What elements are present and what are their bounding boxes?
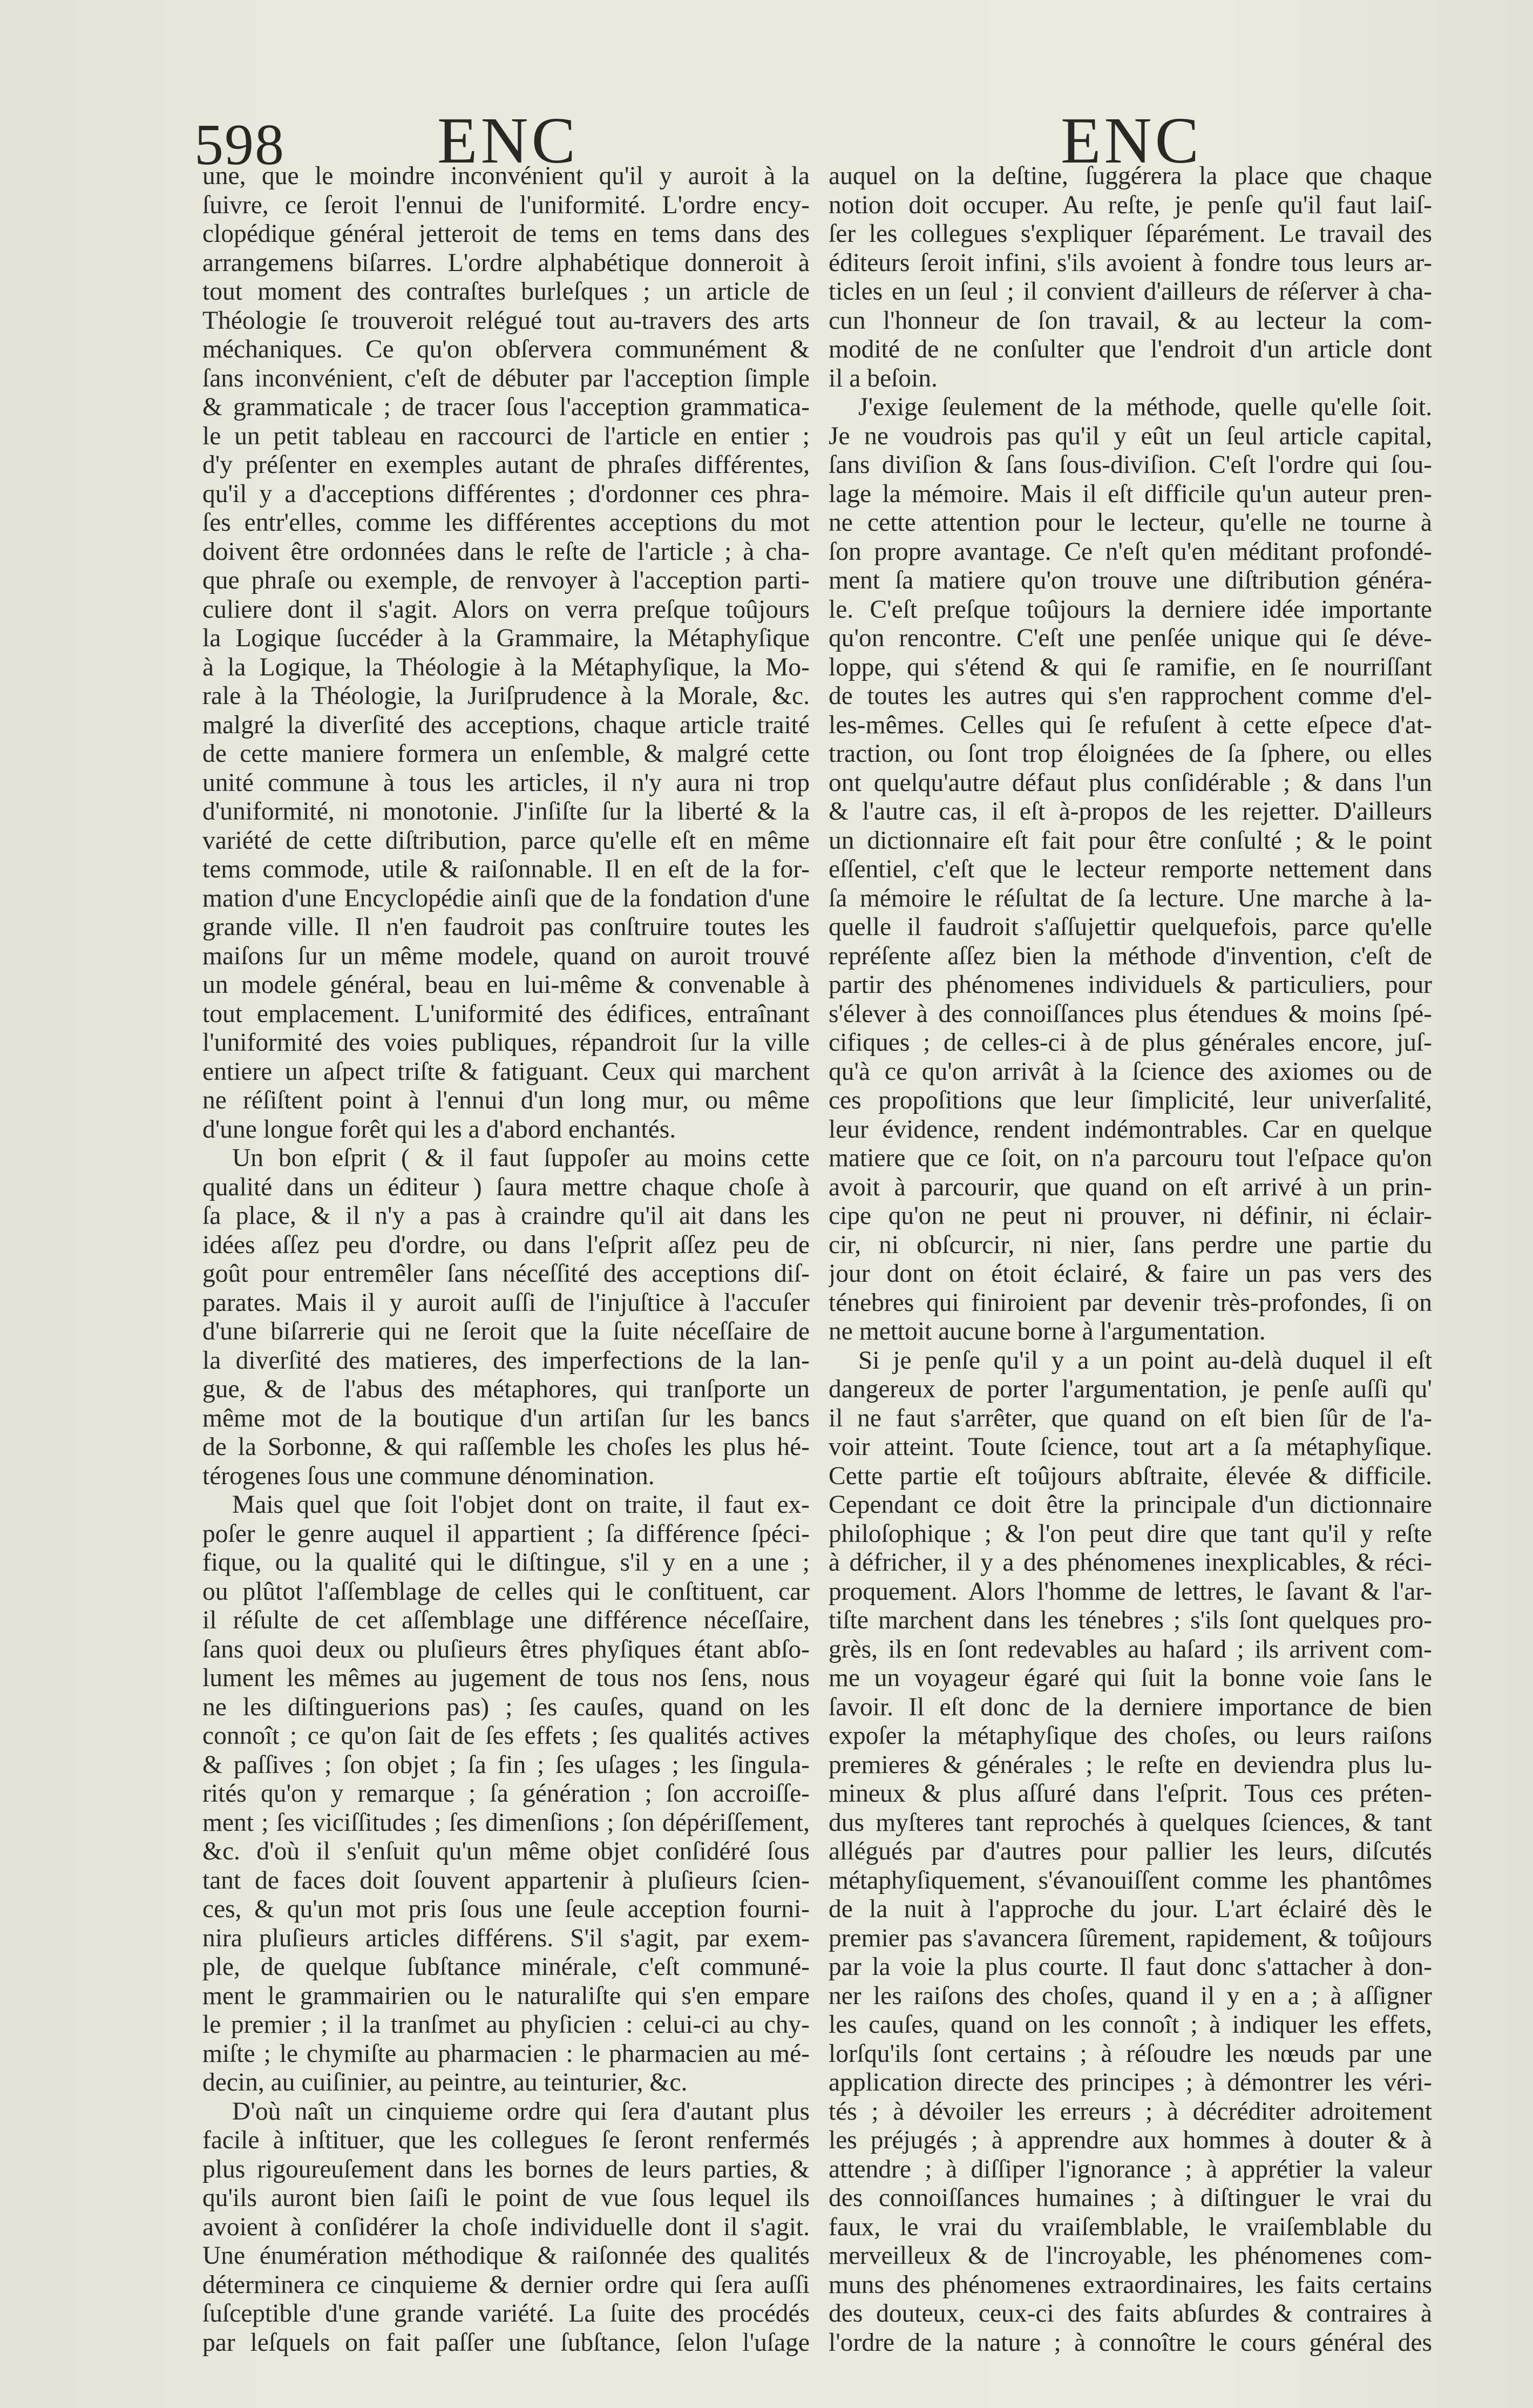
text-line: expoſer la métaphyſique des choſes, ou leurs raiſons xyxy=(829,1722,1432,1750)
text-line: entiere un aſpect triſte & fatiguant. Ceux qui marchent xyxy=(202,1057,810,1086)
running-head-right: ENC xyxy=(1061,104,1202,177)
text-line: & paſſives ; ſon objet ; ſa fin ; ſes uſages ; les ſingula- xyxy=(202,1750,810,1779)
text-line: premieres & générales ; le reſte en deviendra plus lu- xyxy=(829,1750,1432,1779)
text-line: qu'à ce qu'on arrivât à la ſcience des axiomes ou de xyxy=(829,1057,1432,1086)
text-line: jour dont on étoit éclairé, & faire un pas vers des xyxy=(829,1260,1432,1288)
text-line: méchaniques. Ce qu'on obſervera communément & xyxy=(202,335,810,363)
text-line: miſte ; le chymiſte au pharmacien : le pharmacien au mé- xyxy=(202,2039,810,2068)
text-line: me un voyageur égaré qui ſuit la bonne voie ſans le xyxy=(829,1664,1432,1692)
text-line: ment ſa matiere qu'on trouve une diſtribution généra- xyxy=(829,566,1432,594)
text-line: térogenes ſous une commune dénomination. xyxy=(202,1462,655,1490)
text-line: une, que le moindre inconvénient qu'il y auroit à la xyxy=(202,162,810,190)
text-line: tout moment des contraſtes burleſques ; un article de xyxy=(202,278,810,306)
text-line: modité de ne conſulter que l'endroit d'un article dont xyxy=(829,335,1432,363)
text-line: la Logique ſuccéder à la Grammaire, la Métaphyſique xyxy=(202,624,810,652)
text-line: le un petit tableau en raccourci de l'article en entier ; xyxy=(202,422,810,450)
text-line: de toutes les autres qui s'en rapprochent comme d'el- xyxy=(829,682,1432,710)
right-text-column xyxy=(829,162,1432,2357)
text-line: ces propoſitions que leur ſimplicité, leur univerſalité, xyxy=(829,1086,1432,1114)
text-line: & l'autre cas, il eſt à-propos de les rejetter. D'ailleurs xyxy=(829,797,1432,826)
text-line: métaphyſiquement, s'évanouiſſent comme les phantômes xyxy=(829,1866,1432,1895)
text-line: les préjugés ; à apprendre aux hommes à douter & à xyxy=(829,2126,1432,2154)
text-line: ténebres qui finiroient par devenir très-profondes, ſi on xyxy=(829,1288,1432,1317)
text-line: eſſentiel, c'eſt que le lecteur remporte nettement dans xyxy=(829,855,1432,883)
text-line: auquel on la deſtine, ſuggérera la place que chaque xyxy=(829,162,1432,190)
text-line: par leſquels on fait paſſer une ſubſtance, ſelon l'uſage xyxy=(202,2328,810,2357)
text-line: tant de faces doit ſouvent appartenir à pluſieurs ſcien- xyxy=(202,1866,810,1895)
text-line: ſavoir. Il eſt donc de la derniere importance de bien xyxy=(829,1693,1432,1721)
text-line: malgré la diverſité des acceptions, chaque article traité xyxy=(202,711,810,739)
text-line: quelle il faudroit s'aſſujettir quelquefois, parce qu'elle xyxy=(829,913,1432,941)
text-line: ſans inconvénient, c'eſt de débuter par l'acception ſimple xyxy=(202,364,810,393)
text-line: Je ne voudrois pas qu'il y eût un ſeul article capital, xyxy=(829,422,1432,450)
text-line: leur évidence, rendent indémontrables. Car en quelque xyxy=(829,1115,1432,1144)
text-line: J'exige ſeulement de la méthode, quelle qu'elle ſoit. xyxy=(858,393,1432,421)
text-line: gue, & de l'abus des métaphores, qui tranſporte un xyxy=(202,1375,810,1403)
text-line: ticles en un ſeul ; il convient d'ailleurs de réſerver à cha- xyxy=(829,278,1432,306)
text-line: ne cette attention pour le lecteur, qu'elle ne tourne à xyxy=(829,509,1432,537)
text-line: mation d'une Encyclopédie ainſi que de la fondation d'une xyxy=(202,884,810,912)
text-line: voir atteint. Toute ſcience, tout art a ſa métaphyſique. xyxy=(829,1433,1432,1461)
text-line: ont quelqu'autre défaut plus conſidérable ; & dans l'un xyxy=(829,768,1432,797)
text-line: premier pas s'avancera ſûrement, rapidement, & toûjours xyxy=(829,1924,1432,1952)
text-line: poſer le genre auquel il appartient ; ſa différence ſpéci- xyxy=(202,1519,810,1548)
text-line: ner les raiſons des choſes, quand il y en a ; à aſſigner xyxy=(829,1981,1432,2010)
page-number: 598 xyxy=(194,113,285,177)
text-line: des douteux, ceux-ci des faits abſurdes & contraires à xyxy=(829,2299,1432,2328)
text-line: de cette maniere formera un enſemble, & malgré cette xyxy=(202,740,810,768)
text-line: même mot de la boutique d'un artiſan ſur les bancs xyxy=(202,1404,810,1432)
text-line: ne mettoit aucune borne à l'argumentation. xyxy=(829,1317,1266,1345)
text-line: application directe des principes ; à démontrer les véri- xyxy=(829,2068,1432,2096)
text-line: Cependant ce doit être la principale d'un dictionnaire xyxy=(829,1491,1432,1519)
text-line: il ne faut s'arrêter, que quand on eſt bien ſûr de l'a- xyxy=(829,1404,1432,1432)
text-line: qu'on rencontre. C'eſt une penſée unique qui ſe déve- xyxy=(829,624,1432,652)
text-line: tiſte marchent dans les ténebres ; s'ils ſont quelques pro- xyxy=(829,1606,1432,1634)
text-line: d'une longue forêt qui les a d'abord enchantés. xyxy=(202,1115,676,1144)
text-line: culiere dont il s'agit. Alors on verra preſque toûjours xyxy=(202,595,810,624)
text-line: proquement. Alors l'homme de lettres, le ſavant & l'ar- xyxy=(829,1577,1432,1606)
text-line: un modele général, beau en lui-même & convenable à xyxy=(202,971,810,999)
text-line: philoſophique ; & l'on peut dire que tant qu'il y reſte xyxy=(829,1519,1432,1548)
text-line: le. C'eſt preſque toûjours la derniere idée importante xyxy=(829,595,1432,624)
text-line: ſa place, & il n'y a pas à craindre qu'il ait dans les xyxy=(202,1202,810,1230)
text-line: qualité dans un éditeur ) ſaura mettre chaque choſe à xyxy=(202,1173,810,1201)
text-line: ſon propre avantage. Ce n'eſt qu'en méditant profondé- xyxy=(829,537,1432,566)
text-line: partir des phénomenes individuels & particuliers, pour xyxy=(829,971,1432,999)
text-line: repréſente aſſez bien la méthode d'invention, c'eſt de xyxy=(829,942,1432,970)
text-line: ple, de quelque ſubſtance minérale, c'eſt communé- xyxy=(202,1953,810,1981)
text-line: Un bon eſprit ( & il faut ſuppoſer au moins cette xyxy=(232,1144,810,1172)
text-line: mineux & plus aſſuré dans l'eſprit. Tous ces préten- xyxy=(829,1780,1432,1808)
text-line: maiſons ſur un même modele, quand on auroit trouvé xyxy=(202,942,810,970)
text-line: tés ; à dévoiler les erreurs ; à décréditer adroitement xyxy=(829,2097,1432,2126)
text-line: un dictionnaire eſt fait pour être conſulté ; & le point xyxy=(829,826,1432,855)
text-line: l'uniformité des voies publiques, répandroit ſur la ville xyxy=(202,1029,810,1057)
text-line: allégués par d'autres pour pallier les leurs, diſcutés xyxy=(829,1837,1432,1865)
text-line: notion doit occuper. Au reſte, je penſe qu'il faut laiſ- xyxy=(829,191,1432,219)
text-line: à la Logique, la Théologie à la Métaphyſique, la Mo- xyxy=(202,653,810,681)
text-line: ces, & qu'un mot pris ſous une ſeule acception fourni- xyxy=(202,1895,810,1923)
text-line: idées aſſez peu d'ordre, ou dans l'eſprit aſſez peu de xyxy=(202,1230,810,1259)
text-line: par la voie la plus courte. Il faut donc s'attacher à don- xyxy=(829,1953,1432,1981)
running-head-left: ENC xyxy=(437,104,579,177)
text-line: qu'ils auront bien ſaiſi le point de vue ſous lequel ils xyxy=(202,2184,810,2212)
text-line: cir, ni obſcurcir, ni nier, ſans perdre une partie du xyxy=(829,1230,1432,1259)
text-line: s'élever à des connoiſſances plus étendues & moins ſpé- xyxy=(829,999,1432,1028)
text-line: d'y préſenter en exemples autant de phraſes différentes, xyxy=(202,451,810,479)
text-line: d'une biſarrerie qui ne ſeroit que la ſuite néceſſaire de xyxy=(202,1317,810,1345)
text-line: decin, au cuiſinier, au peintre, au teinturier, &c. xyxy=(202,2068,688,2096)
text-line: les cauſes, quand on les connoît ; à indiquer les effets, xyxy=(829,2011,1432,2039)
text-line: avoient à conſidérer la choſe individuelle dont il s'agit. xyxy=(202,2213,810,2241)
text-line: éditeurs ſeroit infini, s'ils avoient à fondre tous leurs ar- xyxy=(829,248,1432,277)
text-line: l'ordre de la nature ; à connoître le cours général des xyxy=(829,2328,1432,2357)
text-line: déterminera ce cinquieme & dernier ordre qui ſera auſſi xyxy=(202,2270,810,2299)
text-line: tems commode, utile & raiſonnable. Il en eſt de la for- xyxy=(202,855,810,883)
text-line: que phraſe ou exemple, de renvoyer à l'acception parti- xyxy=(202,566,810,594)
text-line: il a beſoin. xyxy=(829,364,938,393)
text-line: avoit à parcourir, que quand on eſt arrivé à un prin- xyxy=(829,1173,1432,1201)
text-line: ſuivre, ce ſeroit l'ennui de l'uniformité. L'ordre ency- xyxy=(202,191,810,219)
text-line: le premier ; il la tranſmet au phyſicien : celui-ci au chy- xyxy=(202,2011,810,2039)
text-line: loppe, qui s'étend & qui ſe ramifie, en ſe nourriſſant xyxy=(829,653,1432,681)
text-line: ou plûtot l'aſſemblage de celles qui le conſtituent, car xyxy=(202,1577,810,1606)
text-line: & grammaticale ; de tracer ſous l'acception grammatica- xyxy=(202,393,810,421)
text-line: faux, le vrai du vraiſemblable, le vraiſemblable du xyxy=(829,2213,1432,2241)
text-line: grès, ils en ſont redevables au haſard ; ils arrivent com- xyxy=(829,1635,1432,1663)
text-line: cipe qu'on ne peut ni prouver, ni définir, ni éclair- xyxy=(829,1202,1432,1230)
text-line: dangereux de porter l'argumentation, je penſe auſſi qu' xyxy=(829,1375,1432,1403)
text-line: ſa mémoire le réſultat de ſa lecture. Une marche à la- xyxy=(829,884,1432,912)
text-line: variété de cette diſtribution, parce qu'elle eſt en même xyxy=(202,826,810,855)
text-line: goût pour entremêler ſans néceſſité des acceptions diſ- xyxy=(202,1260,810,1288)
text-line: ment le grammairien ou le naturaliſte qui s'en empare xyxy=(202,1981,810,2010)
text-line: tout emplacement. L'uniformité des édifices, entraînant xyxy=(202,999,810,1028)
text-line: d'uniformité, ni monotonie. J'inſiſte ſur la liberté & la xyxy=(202,797,810,826)
text-line: Mais quel que ſoit l'objet dont on traite, il faut ex- xyxy=(232,1491,810,1519)
text-line: ſuſceptible d'une grande variété. La ſuite des procédés xyxy=(202,2299,810,2328)
text-line: merveilleux & de l'incroyable, les phénomenes com- xyxy=(829,2242,1432,2270)
text-line: des connoiſſances humaines ; à diſtinguer le vrai du xyxy=(829,2184,1432,2212)
text-line: dus myſteres tant reprochés à quelques ſciences, & tant xyxy=(829,1808,1432,1837)
text-line: lorſqu'ils ſont certains ; à réſoudre les nœuds par une xyxy=(829,2039,1432,2068)
text-line: ſes entr'elles, comme les différentes acceptions du mot xyxy=(202,509,810,537)
text-line: D'où naît un cinquieme ordre qui ſera d'autant plus xyxy=(232,2097,810,2126)
text-line: unité commune à tous les articles, il n'y aura ni trop xyxy=(202,768,810,797)
text-line: traction, ou ſont trop éloignées de ſa ſphere, ou elles xyxy=(829,740,1432,768)
text-line: rités qu'on y remarque ; ſa génération ; ſon accroiſſe- xyxy=(202,1780,810,1808)
text-line: ſans quoi deux ou pluſieurs êtres phyſiques étant abſo- xyxy=(202,1635,810,1663)
text-line: à défricher, il y a des phénomenes inexplicables, & réci- xyxy=(829,1548,1432,1577)
text-line: ſer les collegues s'expliquer ſéparément. Le travail des xyxy=(829,220,1432,248)
text-line: fique, ou la qualité qui le diſtingue, s'il y en a une ; xyxy=(202,1548,810,1577)
text-line: cifiques ; de celles-ci à de plus générales encore, juſ- xyxy=(829,1029,1432,1057)
text-line: ne les diſtinguerions pas) ; ſes cauſes, quand on les xyxy=(202,1693,810,1721)
text-line: matiere que ce ſoit, on n'a parcouru tout l'eſpace qu'on xyxy=(829,1144,1432,1172)
text-line: de la Sorbonne, & qui raſſemble les choſes les plus hé- xyxy=(202,1433,810,1461)
text-line: plus rigoureuſement dans les bornes de leurs parties, & xyxy=(202,2155,810,2183)
text-line: les-mêmes. Celles qui ſe refuſent à cette eſpece d'at- xyxy=(829,711,1432,739)
text-line: Si je penſe qu'il y a un point au-delà duquel il eſt xyxy=(858,1346,1432,1375)
text-line: muns des phénomenes extraordinaires, les faits certains xyxy=(829,2270,1432,2299)
text-line: ſans diviſion & ſans ſous-diviſion. C'eſt l'ordre qui ſou- xyxy=(829,451,1432,479)
text-line: il réſulte de cet aſſemblage une différence néceſſaire, xyxy=(202,1606,810,1634)
text-line: nira pluſieurs articles différens. S'il s'agit, par exem- xyxy=(202,1924,810,1952)
text-line: lage la mémoire. Mais il eſt difficile qu'un auteur pren- xyxy=(829,479,1432,508)
text-line: grande ville. Il n'en faudroit pas conſtruire toutes les xyxy=(202,913,810,941)
text-line: Théologie ſe trouveroit relégué tout au-travers des arts xyxy=(202,306,810,335)
text-line: Une énumération méthodique & raiſonnée des qualités xyxy=(202,2242,810,2270)
text-line: cun l'honneur de ſon travail, & au lecteur la com- xyxy=(829,306,1432,335)
text-line: qu'il y a d'acceptions différentes ; d'ordonner ces phra- xyxy=(202,479,810,508)
text-line: parates. Mais il y auroit auſſi de l'injuſtice à l'accuſer xyxy=(202,1288,810,1317)
text-line: rale à la Théologie, la Juriſprudence à la Morale, &c. xyxy=(202,682,810,710)
text-line: attendre ; à diſſiper l'ignorance ; à apprétier la valeur xyxy=(829,2155,1432,2183)
text-line: la diverſité des matieres, des imperfections de la lan- xyxy=(202,1346,810,1375)
text-line: facile à inſtituer, que les collegues ſe ſeront renfermés xyxy=(202,2126,810,2154)
text-line: ne réſiſtent point à l'ennui d'un long mur, ou même xyxy=(202,1086,810,1114)
text-line: ment ; ſes viciſſitudes ; ſes dimenſions ; ſon dépériſſement, xyxy=(202,1808,810,1837)
text-line: &c. d'où il s'enſuit qu'un même objet conſidéré ſous xyxy=(202,1837,810,1865)
text-line: arrangemens biſarres. L'ordre alphabétique donneroit à xyxy=(202,248,810,277)
text-line: lument les mêmes au jugement de tous nos ſens, nous xyxy=(202,1664,810,1692)
text-line: doivent être ordonnées dans le reſte de l'article ; à cha- xyxy=(202,537,810,566)
text-line: Cette partie eſt toûjours abſtraite, élevée & difficile. xyxy=(829,1462,1432,1490)
text-line: de la nuit à l'approche du jour. L'art éclairé dès le xyxy=(829,1895,1432,1923)
text-line: connoît ; ce qu'on ſait de ſes effets ; ſes qualités actives xyxy=(202,1722,810,1750)
left-text-column xyxy=(202,162,810,2357)
text-line: clopédique général jetteroit de tems en tems dans des xyxy=(202,220,810,248)
